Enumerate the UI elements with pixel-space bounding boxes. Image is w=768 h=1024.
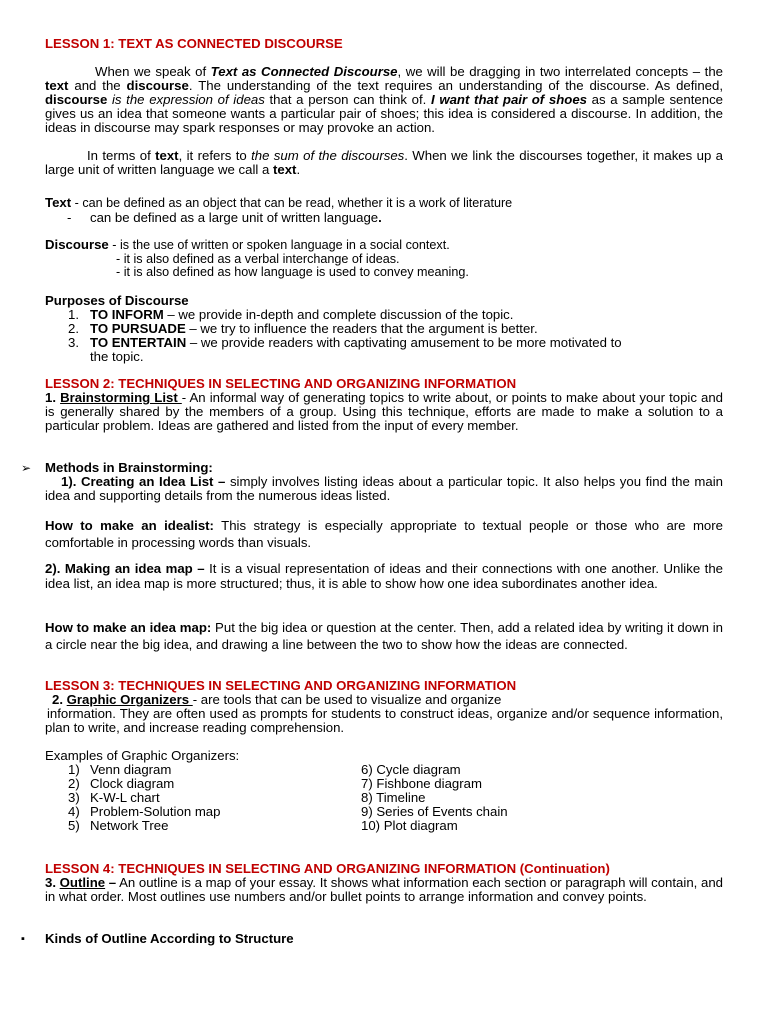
example-item: Venn diagram xyxy=(90,762,172,777)
brainstorming-list-paragraph: 1. Brainstorming List - An informal way of generating topics to write about, or points to make about your topic and is generally shared by the members of a group. Using this technique, efforts are made to make a solution to a particular problem. Ideas are gathered and listed from the input of every member. xyxy=(45,390,723,433)
purpose-item: TO PURSUADE – we try to influence the readers that the argument is better. xyxy=(90,321,538,336)
graphic-organizers-text: information. They are often used as prompts for students to construct ideas, organize and/or sequence information, plan to write, and increase reading comprehension. xyxy=(45,706,723,735)
purpose-number: 2. xyxy=(68,321,79,336)
purpose-number: 1. xyxy=(68,307,79,322)
purpose-item: TO INFORM – we provide in-depth and complete discussion of the topic. xyxy=(90,307,514,322)
purpose-item: TO ENTERTAIN – we provide readers with captivating amusement to be more motivated to xyxy=(90,335,622,350)
methods-title: Methods in Brainstorming: xyxy=(45,460,213,475)
example-item: Clock diagram xyxy=(90,776,175,791)
example-item: 7) Fishbone diagram xyxy=(361,776,482,791)
example-item: K-W-L chart xyxy=(90,790,160,805)
method-idea-map: 2). Making an idea map – It is a visual representation of ideas and their connections with one another. Unlike the idea list, an idea map is more structured; thus, it is able to show how one idea subordinates another idea. xyxy=(45,561,724,591)
how-to-idealist: How to make an idealist: This strategy is especially appropriate to textual people or those who are more comfortable in processing words than visuals. xyxy=(45,518,723,550)
example-item: 9) Series of Events chain xyxy=(361,804,508,819)
example-number: 5) xyxy=(68,818,80,833)
discourse-definition: Discourse - is the use of written or spoken language in a social context. xyxy=(45,237,450,252)
lesson1-heading: LESSON 1: TEXT AS CONNECTED DISCOURSE xyxy=(45,36,343,51)
graphic-organizer-examples xyxy=(45,763,723,835)
purpose-number: 3. xyxy=(68,335,79,350)
arrow-bullet-icon: ➢ xyxy=(21,461,32,475)
kinds-of-outline-title: Kinds of Outline According to Structure xyxy=(45,931,294,946)
lesson4-heading: LESSON 4: TECHNIQUES IN SELECTING AND ORGANIZING INFORMATION (Continuation) xyxy=(45,861,610,876)
example-item: 10) Plot diagram xyxy=(361,818,458,833)
discourse-definition-3: - it is also defined as how language is used to convey meaning. xyxy=(116,265,469,279)
example-item: 8) Timeline xyxy=(361,790,426,805)
example-item: Network Tree xyxy=(90,818,169,833)
example-number: 4) xyxy=(68,804,80,819)
graphic-organizers-line-1: 2. Graphic Organizers - are tools that can be used to visualize and organize xyxy=(52,692,502,707)
discourse-definition-2: - it is also defined as a verbal interchange of ideas. xyxy=(116,252,400,266)
text-definition: Text - can be defined as an object that can be read, whether it is a work of literature xyxy=(45,195,513,210)
lesson1-paragraph-1: When we speak of Text as Connected Discourse, we will be dragging in two interrelated concepts – the text and the discourse. The understanding of the text requires an understanding of the discourse. As defined, discourse is the expression of ideas that a person can think of. I want that pair of shoes as a sample sentence gives us an idea that someone wants a particular pair of shoes; this idea is considered a discourse. In addition, the ideas in discourse may spark responses or may provoke an action. xyxy=(45,64,724,135)
example-number: 2) xyxy=(68,776,80,791)
lesson3-heading: LESSON 3: TECHNIQUES IN SELECTING AND ORGANIZING INFORMATION xyxy=(45,678,517,693)
square-bullet-icon: ▪ xyxy=(21,933,25,945)
how-to-idea-map: How to make an idea map: Put the big idea or question at the center. Then, add a related idea by writing it down in a circle near the big idea, and drawing a line between the two to show how the ideas are connected. xyxy=(45,620,723,652)
outline-paragraph: 3. Outline – An outline is a map of your essay. It shows what information each section or paragraph will contain, and in what order. Most outlines use numbers and/or bullet points to arrange information and convey points. xyxy=(45,875,723,904)
lesson2-heading: LESSON 2: TECHNIQUES IN SELECTING AND ORGANIZING INFORMATION xyxy=(45,376,517,391)
example-item: Problem-Solution map xyxy=(90,804,221,819)
lesson1-paragraph-2: In terms of text, it refers to the sum of the discourses. When we link the discourses together, it makes up a large unit of written language we call a text. xyxy=(45,148,723,177)
examples-title: Examples of Graphic Organizers: xyxy=(45,748,240,763)
example-item: 6) Cycle diagram xyxy=(361,762,461,777)
document-page: LESSON 1: TEXT AS CONNECTED DISCOURSE When we speak of Text as Connected Discourse, we will be dragging in two interrelated concepts – the text and the discourse. The understanding of the text requires an understanding of the discourse. As defined, discourse is the expression of ideas that a person can think of. I want that pair of shoes as a sample sentence gives us an idea that someone wants a particular pair of shoes; this idea is considered a discourse. In addition, the ideas in discourse may spark responses or may provoke an action. In terms of text, it refers to the sum of the discourses. When we link the discourses together, it makes up a large unit of written language we call a text. Text - can be defined as an object that can be read, whether it is a work of literature - can be defined as a large unit of written language. Discourse - is the use of written or spoken language in a social context. - it is also defined as a verbal interchange of ideas. - it is also defined as how language is used to convey meaning. Purposes of Discourse 1. TO INFORM – we provide in-depth and complete discussion of the topic. 2. TO PURSUADE – we try to influence the readers that the argument is better. 3. TO ENTERTAIN – we provide readers with captivating amusement to be more motivated to the topic. LESSON 2: TECHNIQUES IN SELECTING AND ORGANIZING INFORMATION 1. Brainstorming List - An informal way of generating topics to write about, or points to make about your topic and is generally shared by the members of a group. Using this technique, efforts are made to make a solution to a particular problem. Ideas are gathered and listed from the input of every member. ➢ Methods in Brainstorming: 1). Creating an Idea List – simply involves listing ideas about a particular topic. It also helps you find the main idea and supporting details from the numerous ideas listed. How to make an idealist: This strategy is especially appropriate to textual people or those who are more comfortable in processing words than visuals. 2). Making an idea map – It is a visual representation of ideas and their connections with one another. Unlike the idea list, an idea map is more structured; thus, it is able to show how one idea subordinates another idea. How to make an idea map: Put the big idea or question at the center. Then, add a related idea by writing it down in a circle near the big idea, and drawing a line between the two to show how the ideas are connected. LESSON 3: TECHNIQUES IN SELECTING AND ORGANIZING INFORMATION 2. Graphic Organizers - are tools that can be used to visualize and organize information. They are often used as prompts for students to construct ideas, organize and/or sequence information, plan to write, and increase reading comprehension. Examples of Graphic Organizers: 1) Venn diagram 2) Clock diagram 3) K-W-L chart 4) Problem-Solution map 5) Network Tree 6) Cycle diagram 7) Fishbone diagram 8) Timeline 9) Series of Events chain 10) Plot diagram LESSON 4: TECHNIQUES IN SELECTING AND ORGANIZING INFORMATION (Continuation) 3. Outline – An outline is a map of your essay. It shows what information each section or paragraph will contain, and in what order. Most outlines use numbers and/or bullet points to arrange information and convey points. ▪ Kinds of Outline According to Structure xyxy=(21,36,724,946)
purpose-item-continuation: the topic. xyxy=(90,349,144,364)
purposes-title: Purposes of Discourse xyxy=(45,293,189,308)
example-number: 3) xyxy=(68,790,80,805)
purposes-list xyxy=(45,308,723,368)
method-idea-list: 1). Creating an Idea List – simply involves listing ideas about a particular topic. It also helps you find the main idea and supporting details from the numerous ideas listed. xyxy=(45,474,723,503)
example-number: 1) xyxy=(68,762,80,777)
